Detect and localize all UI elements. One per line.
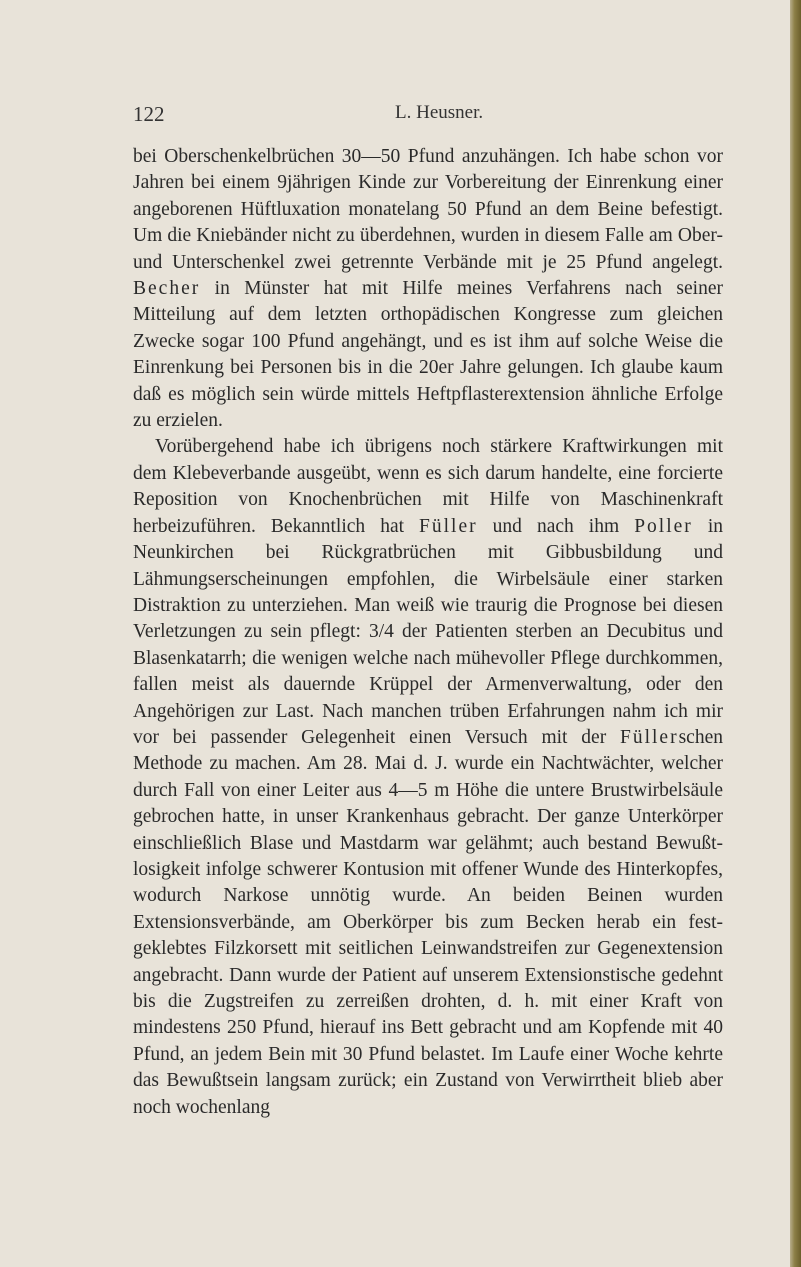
fraction: 3/4 [368,621,394,643]
spaced-name: Becher [133,278,201,300]
spaced-name: Poller [634,515,693,537]
spaced-name: Füller [419,515,478,537]
text-run: und nach ihm [477,515,635,537]
text-run: der Patienten sterben an Decubitus und Blasenkatarrh; die wenigen welche nach mühevoller Pflege durchkommen, fallen meist als dauernde Krüppel der Armenverwaltung, oder den Angehörigen zur Last. Nach manchen trüben Erfahrungen nahm ich mir vor bei passender Gelegenheit einen Versuch mit der [133,621,723,748]
page-number: 122 [133,102,165,126]
page-header [133,102,723,132]
text-run: in Neunkirchen bei Rückgratbrüchen mit Gibbusbildung und Lähmungserscheinungen empfohlen, die Wirbelsäule einer starken Distraktion zu unterziehen. Man weiß wie traurig die Prognose bei diesen Verletzungen zu sein pflegt: [133,515,723,643]
text-run: bei Oberschenkelbrüchen 30—50 Pfund anzuhängen. Ich habe schon vor Jahren bei einem 9jährigen Kinde zur Vorbereitung der Einrenkung einer angeborenen Hüftluxation monatelang 50 Pfund an dem Beine befestigt. Um die Kniebänder nicht zu überdehnen, wurden in diesem Falle am Ober- und Unterschenkel zwei getrennte Verbände mit je 25 Pfund angelegt. [133,146,723,273]
spaced-name: Füller [620,726,679,748]
paragraph [133,144,723,434]
body-text [133,144,723,1121]
running-head: L. Heusner. [395,102,484,123]
page-edge [790,0,801,1267]
paragraph [133,434,723,1121]
text-run: in Münster hat mit Hilfe meines Verfahrens nach seiner Mitteilung auf dem letzten orthopädischen Kongresse zum gleichen Zwecke sogar 100 Pfund angehängt, und es ist ihm auf solche Weise die Einrenkung bei Personen bis in die 20er Jahre gelungen. Ich glaube kaum daß es möglich sein würde mittels Heftpflasterextension ähnliche Erfolge zu erzielen. [133,278,723,432]
text-run: schen Methode zu machen. Am 28. Mai d. J. wurde ein Nachtwächter, welcher durch Fall von einer Leiter aus 4—5 m Höhe die untere Brustwirbelsäule gebrochen hatte, in unser Krankenhaus gebracht. Der ganze Unterkörper einschließlich Blase und Mastdarm war gelähmt; auch bestand Bewußtlosigkeit infolge schwerer Kontusion mit offener Wunde des Hinterkopfes, wodurch Narkose unnötig wurde. An beiden Beinen wurden Extensionsverbände, am Oberkörper bis zum Becken herab ein festgeklebtes Filzkorsett mit seitlichen Leinwandstreifen zur Gegenextension angebracht. Dann wurde der Patient auf unserem Extensionstische gedehnt bis die Zugstreifen zu zerreißen drohten, d. h. mit einer Kraft von mindestens 250 Pfund, hierauf ins Bett gebracht und am Kopfende mit 40 Pfund, an jedem Bein mit 30 Pfund belastet. Im Laufe einer Woche kehrte das Bewußtsein langsam zurück; ein Zustand von Verwirrtheit blieb aber noch wochenlang [133,726,723,1118]
text-run: Vorübergehend habe ich übrigens noch stärkere Kraftwirkungen mit dem Klebeverbande ausgeübt, wenn es sich darum handelte, eine forcierte Reposition von Knochenbrüchen mit Hilfe von Maschinenkraft herbeizuführen. Bekanntlich hat [133,436,723,537]
